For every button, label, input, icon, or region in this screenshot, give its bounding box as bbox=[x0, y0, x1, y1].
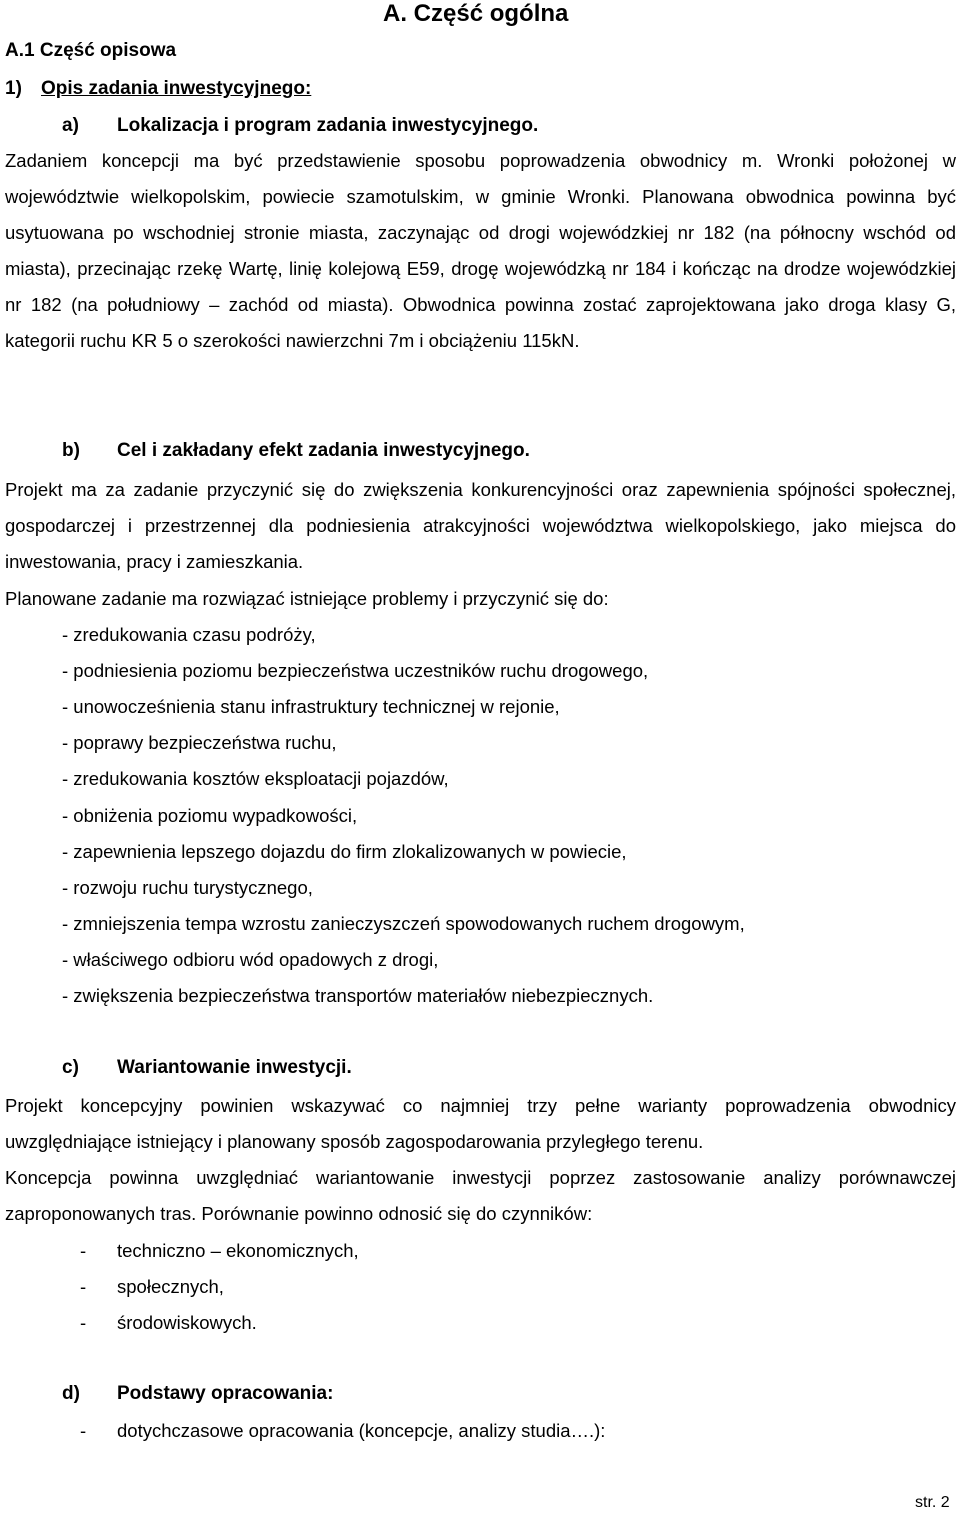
heading-b: Cel i zakładany efekt zadania inwestycyjnego. bbox=[117, 440, 530, 461]
list-item: - obniżenia poziomu wypadkowości, bbox=[62, 805, 358, 826]
list-item: - poprawy bezpieczeństwa ruchu, bbox=[62, 732, 337, 753]
list-item: - zredukowania czasu podróży, bbox=[62, 624, 316, 645]
list-item: techniczno – ekonomicznych, bbox=[117, 1240, 359, 1261]
page-title: A. Część ogólna bbox=[383, 0, 569, 27]
page-number: str. 2 bbox=[915, 1494, 950, 1511]
paragraph-c2: Koncepcja powinna uwzględniać wariantowanie inwestycji poprzez zastosowanie analizy porównawczej zaproponowanych tras. Porównanie powinno odnosić się do czynników: bbox=[5, 1167, 956, 1224]
paragraph-b1: Projekt ma za zadanie przyczynić się do zwiększenia konkurencyjności oraz zapewnienia spójności społecznej, gospodarczej i przestrzennej dla podniesienia atrakcyjności województwa wielkopolskiego, jako miejsca do inwestowania, pracy i zamieszkania. bbox=[5, 479, 956, 572]
heading-a-letter: a) bbox=[62, 115, 79, 136]
heading-b-letter: b) bbox=[62, 440, 80, 461]
subsection-number: 1) bbox=[5, 78, 22, 99]
heading-d: Podstawy opracowania: bbox=[117, 1383, 334, 1404]
heading-a: Lokalizacja i program zadania inwestycyjnego. bbox=[117, 115, 539, 136]
heading-c-letter: c) bbox=[62, 1057, 79, 1078]
section-heading-a1: A.1 Część opisowa bbox=[5, 40, 177, 61]
list-dash: - bbox=[80, 1276, 87, 1297]
list-item: - zapewnienia lepszego dojazdu do firm zlokalizowanych w powiecie, bbox=[62, 841, 627, 862]
paragraph-a: Zadaniem koncepcji ma być przedstawienie sposobu poprowadzenia obwodnicy m. Wronki położonej w województwie wielkopolskim, powiecie szamotulskim, w gminie Wronki. Planowana obwodnica powinna być usytuowana po wschodniej stronie miasta, zaczynając od drogi wojewódzkiej nr 182 (na północny wschód od miasta), przecinając rzekę Wartę, linię kolejową E59, drogę wojewódzką nr 184 i kończąc na drodze wojewódzkiej nr 182 (na południowy – zachód od miasta). Obwodnica powinna zostać zaprojektowana jako droga klasy G, kategorii ruchu KR 5 o szerokości nawierzchni 7m i obciążeniu 115kN. bbox=[5, 150, 956, 351]
list-item: - unowocześnienia stanu infrastruktury technicznej w rejonie, bbox=[62, 696, 560, 717]
list-item: społecznych, bbox=[117, 1276, 224, 1297]
heading-d-letter: d) bbox=[62, 1383, 80, 1404]
list-dash: - bbox=[80, 1240, 87, 1261]
list-dash: - bbox=[80, 1420, 87, 1441]
list-item: środowiskowych. bbox=[117, 1312, 257, 1333]
paragraph-c1: Projekt koncepcyjny powinien wskazywać co najmniej trzy pełne warianty poprowadzenia obwodnicy uwzględniające istniejący i planowany sposób zagospodarowania przyległego terenu. bbox=[5, 1095, 956, 1152]
list-dash: - bbox=[80, 1312, 87, 1333]
list-item: - właściwego odbioru wód opadowych z drogi, bbox=[62, 949, 439, 970]
list-item: - rozwoju ruchu turystycznego, bbox=[62, 877, 313, 898]
list-item: - zredukowania kosztów eksploatacji pojazdów, bbox=[62, 768, 449, 789]
paragraph-b2: Planowane zadanie ma rozwiązać istniejące problemy i przyczynić się do: bbox=[5, 588, 609, 609]
list-item: - podniesienia poziomu bezpieczeństwa uczestników ruchu drogowego, bbox=[62, 660, 649, 681]
list-item: - zwiększenia bezpieczeństwa transportów materiałów niebezpiecznych. bbox=[62, 985, 654, 1006]
list-item: - zmniejszenia tempa wzrostu zanieczyszczeń spowodowanych ruchem drogowym, bbox=[62, 913, 745, 934]
heading-c: Wariantowanie inwestycji. bbox=[117, 1057, 352, 1078]
subsection-title: Opis zadania inwestycyjnego: bbox=[41, 78, 312, 99]
list-item: dotychczasowe opracowania (koncepcje, analizy studia….): bbox=[117, 1420, 606, 1441]
